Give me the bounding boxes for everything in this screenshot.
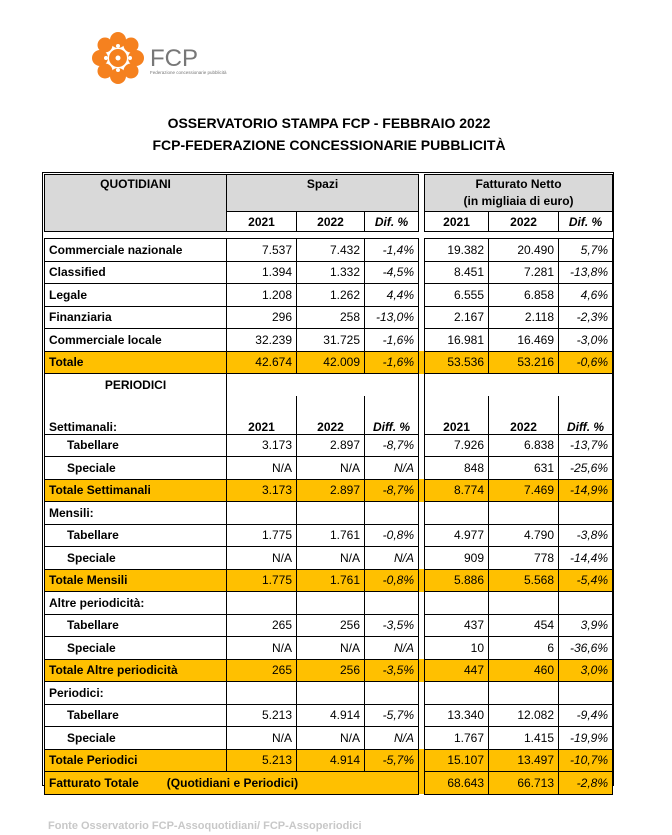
total-row — [45, 351, 613, 374]
header-quotidiani: QUOTIDIANI — [45, 175, 227, 212]
spazi-2022: N/A — [297, 637, 365, 660]
row-label: Speciale — [45, 547, 227, 570]
table-row — [45, 704, 613, 727]
header-fatturato-unit: (in migliaia di euro) — [463, 194, 574, 208]
spazi-2022: 1.761 — [297, 524, 365, 547]
spazi-diff: -1,4% — [365, 239, 419, 262]
header-2022: 2022 — [297, 212, 365, 232]
empty-cell — [365, 502, 419, 525]
spazi-2021: 7.537 — [227, 239, 297, 262]
spazi-2021: 265 — [227, 659, 297, 682]
empty-cell — [227, 374, 419, 396]
spazi-2022: N/A — [297, 547, 365, 570]
periodici-sub-header-label: Periodici: — [45, 682, 227, 705]
periodici-header — [45, 374, 613, 396]
logo-wordmark: FCP — [150, 45, 198, 72]
fatturato-2022: 5.568 — [489, 569, 559, 592]
fatturato-2022: 778 — [489, 547, 559, 570]
spazi-diff: -1,6% — [365, 351, 419, 374]
spazi-diff: N/A — [365, 637, 419, 660]
table-row — [45, 637, 613, 660]
table-row — [45, 524, 613, 547]
fatturato-diff: -36,6% — [559, 637, 613, 660]
table-row — [45, 434, 613, 457]
fatturato-2021: 848 — [425, 457, 489, 480]
spazi-diff: -0,8% — [365, 569, 419, 592]
spazi-2021: 1.394 — [227, 261, 297, 284]
fatturato-diff: -5,4% — [559, 569, 613, 592]
empty-cell — [297, 682, 365, 705]
fatturato-2021: 5.886 — [425, 569, 489, 592]
spazi-2021: 3.173 — [227, 434, 297, 457]
spazi-diff: -3,5% — [365, 614, 419, 637]
spazi-2022: N/A — [297, 457, 365, 480]
fatturato-2021: 13.340 — [425, 704, 489, 727]
fatturato-2021: 15.107 — [425, 749, 489, 772]
table-row — [45, 329, 613, 352]
total-row — [45, 659, 613, 682]
spazi-2022: 258 — [297, 306, 365, 329]
fatturato-2022: 6.838 — [489, 434, 559, 457]
row-label: Totale — [45, 351, 227, 374]
spazi-2021: 265 — [227, 614, 297, 637]
settimanali-label: Settimanali: — [45, 396, 227, 435]
spazi-2021: 1.775 — [227, 569, 297, 592]
period-header: 2022 — [489, 396, 559, 435]
fatturato-totale-label — [45, 772, 419, 795]
row-label: Totale Mensili — [45, 569, 227, 592]
row-label: Tabellare — [45, 614, 227, 637]
fatturato-2022: 6 — [489, 637, 559, 660]
fatturato-totale-text: Fatturato Totale — [49, 775, 139, 790]
fatturato-2021: 53.536 — [425, 351, 489, 374]
fatturato-2022: 1.415 — [489, 727, 559, 750]
fatturato-2022: 4.790 — [489, 524, 559, 547]
spazi-2022: 4.914 — [297, 704, 365, 727]
fcp-logo — [88, 28, 238, 88]
fatturato-2022: 6.858 — [489, 284, 559, 307]
spazi-2021: 3.173 — [227, 479, 297, 502]
empty-cell — [425, 374, 613, 396]
fatturato-2021: 8.451 — [425, 261, 489, 284]
row-label: Classified — [45, 261, 227, 284]
row-label: Tabellare — [45, 704, 227, 727]
fatturato-diff: -19,9% — [559, 727, 613, 750]
table-row — [45, 306, 613, 329]
empty-cell — [425, 502, 489, 525]
fatturato-diff: -3,8% — [559, 524, 613, 547]
row-label: Speciale — [45, 727, 227, 750]
spazi-2021: 32.239 — [227, 329, 297, 352]
spazi-diff: -13,0% — [365, 306, 419, 329]
mensili-header — [45, 502, 613, 525]
total-row — [45, 749, 613, 772]
fatturato-2021: 7.926 — [425, 434, 489, 457]
mensili-header-label: Mensili: — [45, 502, 227, 525]
header-fatturato: Fatturato Netto — [475, 177, 562, 191]
row-label: Commerciale locale — [45, 329, 227, 352]
source-footer: Fonte Osservatorio FCP-Assoquotidiani/ FCP-Assoperiodici — [48, 820, 362, 832]
periodici-label: PERIODICI — [45, 374, 227, 396]
header-2021: 2021 — [227, 212, 297, 232]
table-row — [45, 261, 613, 284]
total-row — [45, 479, 613, 502]
empty-cell — [365, 682, 419, 705]
fatturato-2022: 16.469 — [489, 329, 559, 352]
row-label: Finanziaria — [45, 306, 227, 329]
fatturato-2021: 437 — [425, 614, 489, 637]
spazi-diff: 4,4% — [365, 284, 419, 307]
fatturato-2022: 12.082 — [489, 704, 559, 727]
spazi-2022: 2.897 — [297, 479, 365, 502]
empty-cell — [227, 682, 297, 705]
header-2021: 2021 — [425, 212, 489, 232]
row-label: Totale Settimanali — [45, 479, 227, 502]
table-row — [45, 547, 613, 570]
row-label: Speciale — [45, 637, 227, 660]
spazi-2021: N/A — [227, 547, 297, 570]
fatturato-diff: -13,8% — [559, 261, 613, 284]
fatturato-diff: -10,7% — [559, 749, 613, 772]
fatturato-diff: -14,4% — [559, 547, 613, 570]
spazi-2022: 1.262 — [297, 284, 365, 307]
fatturato-2022: 7.281 — [489, 261, 559, 284]
fatturato-diff: 3,9% — [559, 614, 613, 637]
spazi-diff: N/A — [365, 727, 419, 750]
spazi-2022: 1.761 — [297, 569, 365, 592]
spazi-diff: N/A — [365, 547, 419, 570]
report-title: OSSERVATORIO STAMPA FCP - FEBBRAIO 2022 — [167, 115, 491, 131]
fatturato-2022: 631 — [489, 457, 559, 480]
row-label: Legale — [45, 284, 227, 307]
empty-cell — [297, 592, 365, 615]
fatturato-2021: 10 — [425, 637, 489, 660]
empty-cell — [559, 502, 613, 525]
spazi-2021: 296 — [227, 306, 297, 329]
row-label: Tabellare — [45, 524, 227, 547]
spazi-2022: 256 — [297, 614, 365, 637]
spazi-diff: -4,5% — [365, 261, 419, 284]
empty-cell — [365, 592, 419, 615]
header-dif: Dif. % — [365, 212, 419, 232]
fatturato-2021: 909 — [425, 547, 489, 570]
spazi-2022: 42.009 — [297, 351, 365, 374]
total-row — [45, 569, 613, 592]
table-row — [45, 727, 613, 750]
fatturato-2022: 20.490 — [489, 239, 559, 262]
table-row — [45, 457, 613, 480]
spazi-2022: 1.332 — [297, 261, 365, 284]
spazi-2022: 2.897 — [297, 434, 365, 457]
fatturato-diff: -25,6% — [559, 457, 613, 480]
periodici-sub-header — [45, 682, 613, 705]
spazi-2021: 1.208 — [227, 284, 297, 307]
empty-cell — [297, 502, 365, 525]
empty-cell — [489, 592, 559, 615]
report-subtitle: FCP-FEDERAZIONE CONCESSIONARIE PUBBLICITÀ — [152, 137, 506, 153]
spazi-2022: 4.914 — [297, 749, 365, 772]
row-label: Tabellare — [45, 434, 227, 457]
empty-cell — [227, 592, 297, 615]
fatturato-2021: 8.774 — [425, 479, 489, 502]
header-2022: 2022 — [489, 212, 559, 232]
table-row — [45, 614, 613, 637]
spazi-2022: 256 — [297, 659, 365, 682]
altre-header-label: Altre periodicità: — [45, 592, 227, 615]
spazi-diff: -5,7% — [365, 704, 419, 727]
fatturato-totale-2022: 66.713 — [489, 772, 559, 795]
period-header: 2021 — [425, 396, 489, 435]
fatturato-diff: 3,0% — [559, 659, 613, 682]
fatturato-diff: -9,4% — [559, 704, 613, 727]
empty-cell — [559, 592, 613, 615]
settimanali-header — [45, 396, 613, 435]
period-header: Diff. % — [559, 396, 613, 435]
spazi-2021: 42.674 — [227, 351, 297, 374]
spazi-2021: N/A — [227, 727, 297, 750]
empty-cell — [425, 592, 489, 615]
spazi-2021: 5.213 — [227, 749, 297, 772]
fatturato-2021: 447 — [425, 659, 489, 682]
spazi-diff: -5,7% — [365, 749, 419, 772]
fatturato-2022: 53.216 — [489, 351, 559, 374]
fatturato-diff: -14,9% — [559, 479, 613, 502]
fatturato-2022: 454 — [489, 614, 559, 637]
row-label: Totale Periodici — [45, 749, 227, 772]
data-table — [44, 174, 613, 795]
empty-cell — [227, 502, 297, 525]
fatturato-2021: 16.981 — [425, 329, 489, 352]
period-header: 2022 — [297, 396, 365, 435]
spazi-diff: -0,8% — [365, 524, 419, 547]
fatturato-diff: -13,7% — [559, 434, 613, 457]
spazi-diff: -1,6% — [365, 329, 419, 352]
fatturato-2022: 460 — [489, 659, 559, 682]
table-row — [45, 284, 613, 307]
fatturato-totale-2021: 68.643 — [425, 772, 489, 795]
fatturato-2021: 1.767 — [425, 727, 489, 750]
fatturato-2022: 2.118 — [489, 306, 559, 329]
fatturato-totale-row — [45, 772, 613, 795]
spazi-diff: -3,5% — [365, 659, 419, 682]
period-header: Diff. % — [365, 396, 419, 435]
spazi-diff: -8,7% — [365, 434, 419, 457]
empty-cell — [559, 682, 613, 705]
empty-cell — [489, 682, 559, 705]
empty-cell — [425, 682, 489, 705]
spazi-2022: N/A — [297, 727, 365, 750]
fatturato-2022: 13.497 — [489, 749, 559, 772]
row-label: Speciale — [45, 457, 227, 480]
fatturato-diff: -2,3% — [559, 306, 613, 329]
spazi-diff: -8,7% — [365, 479, 419, 502]
fatturato-totale-diff: -2,8% — [559, 772, 613, 795]
spazi-2021: N/A — [227, 457, 297, 480]
spazi-diff: N/A — [365, 457, 419, 480]
spazi-2021: 1.775 — [227, 524, 297, 547]
fatturato-2021: 4.977 — [425, 524, 489, 547]
fatturato-diff: -0,6% — [559, 351, 613, 374]
row-label: Totale Altre periodicità — [45, 659, 227, 682]
fatturato-2021: 6.555 — [425, 284, 489, 307]
altre-header — [45, 592, 613, 615]
spazi-2022: 31.725 — [297, 329, 365, 352]
spazi-2021: 5.213 — [227, 704, 297, 727]
empty-cell — [489, 502, 559, 525]
header-dif: Dif. % — [559, 212, 613, 232]
fatturato-totale-note: (Quotidiani e Periodici) — [166, 775, 299, 790]
spazi-2022: 7.432 — [297, 239, 365, 262]
fatturato-2021: 19.382 — [425, 239, 489, 262]
period-header: 2021 — [227, 396, 297, 435]
logo-tagline: Federazione concessionarie pubblicità — [150, 70, 227, 75]
fatturato-2022: 7.469 — [489, 479, 559, 502]
fatturato-2021: 2.167 — [425, 306, 489, 329]
fatturato-diff: 4,6% — [559, 284, 613, 307]
table-row — [45, 239, 613, 262]
fatturato-diff: -3,0% — [559, 329, 613, 352]
header-spazi: Spazi — [227, 175, 419, 212]
row-label: Commerciale nazionale — [45, 239, 227, 262]
fatturato-diff: 5,7% — [559, 239, 613, 262]
spazi-2021: N/A — [227, 637, 297, 660]
